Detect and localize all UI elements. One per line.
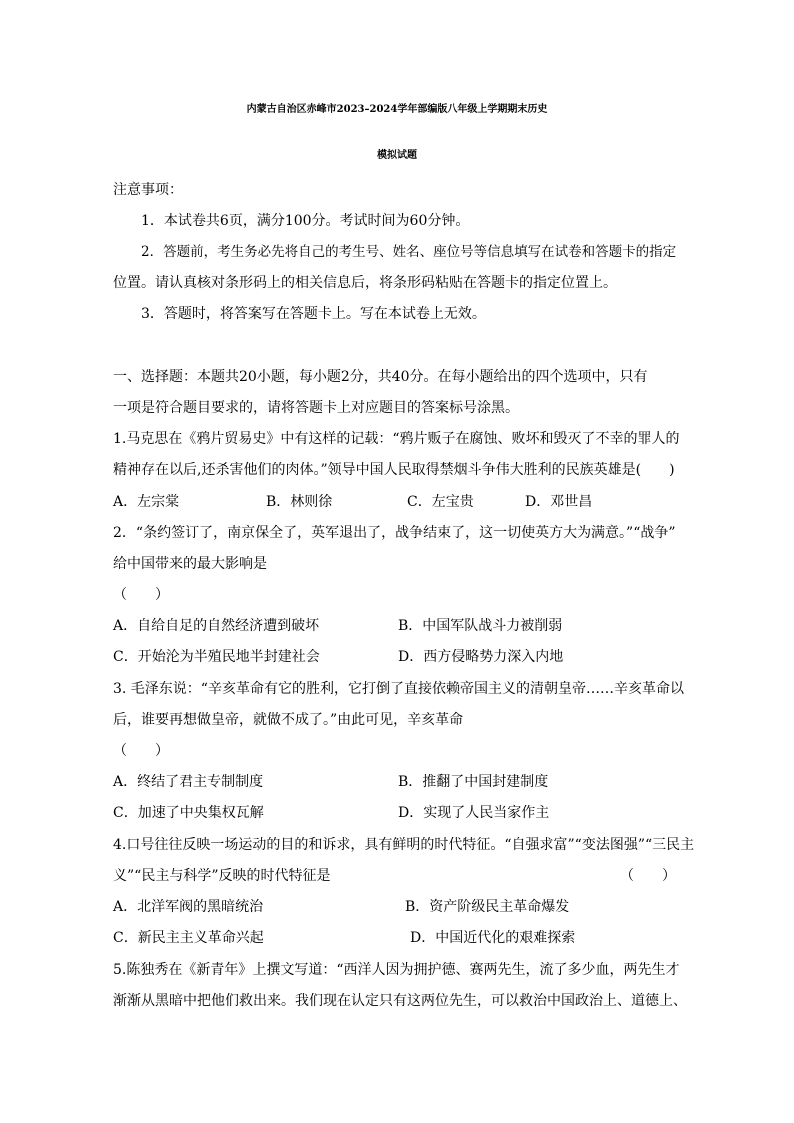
- question-5-text-cont: 渐渐从黑暗中把他们救出来。我们现在认定只有这两位先生，可以救治中国政治上、道德上、: [113, 993, 687, 1009]
- question-2-option-b: B．中国军队战斗力被削弱: [398, 618, 563, 634]
- question-3-text: 3. 毛泽东说：“辛亥革命有它的胜利，它打倒了直接依赖帝国主义的清朝皇帝……辛亥革命以: [113, 681, 684, 697]
- question-3-option-c: C．加速了中央集权瓦解: [113, 805, 264, 821]
- question-3-option-b: B．推翻了中国封建制度: [398, 774, 549, 790]
- question-4-text: 4.口号往往反映一场运动的目的和诉求，具有鲜明的时代特征。“自强求富”“变法图强”“三民主: [113, 837, 695, 853]
- question-4-text-cont: 义”“民主与科学”反映的时代特征是: [113, 868, 331, 884]
- question-4-option-c: C．新民主主义革命兴起: [113, 930, 264, 946]
- notice-item-2: 2．答题前，考生务必先将自己的考生号、姓名、座位号等信息填写在试卷和答题卡的指定: [141, 244, 677, 260]
- question-2-option-a: A．自给自足的自然经济遭到破坏: [113, 618, 320, 634]
- question-2-text: 2．“条约签订了，南京保全了，英军退出了，战争结束了，这一切使英方大为满意。”“战争”: [113, 525, 676, 541]
- question-1-option-d: D．邓世昌: [525, 494, 593, 510]
- question-3-text-cont: 后，谁要再想做皇帝，就做不成了。”由此可见，辛亥革命: [113, 712, 464, 728]
- question-4-option-a: A．北洋军阀的黑暗统治: [113, 899, 264, 915]
- notice-item-1: 1．本试卷共6页，满分100分。考试时间为60分钟。: [141, 213, 470, 229]
- question-2-option-d: D．西方侵略势力深入内地: [398, 649, 564, 665]
- question-1-option-b: B．林则徐: [266, 494, 333, 510]
- question-1-text-cont: 精神存在以后,还杀害他们的肉体。”领导中国人民取得禁烟斗争伟大胜利的民族英雄是( ): [113, 462, 675, 478]
- question-2-option-c: C．开始沦为半殖民地半封建社会: [113, 649, 320, 665]
- question-5-text: 5.陈独秀在《新青年》上撰文写道：“西洋人因为拥护德、赛两先生，流了多少血，两先生才: [113, 962, 680, 978]
- question-4-answer-paren: （ ）: [620, 868, 676, 884]
- question-1-option-a: A．左宗棠: [113, 494, 180, 510]
- question-3-answer-paren: （ ）: [113, 743, 169, 759]
- page-title-line1: 内蒙古自治区赤峰市2023–2024学年部编版八年级上学期期末历史: [246, 104, 548, 115]
- question-3-option-a: A．终结了君主专制制度: [113, 774, 264, 790]
- question-2-answer-paren: （ ）: [113, 587, 169, 603]
- section-heading: 一、选择题：本题共20小题，每小题2分，共40分。在每小题给出的四个选项中，只有: [113, 369, 648, 385]
- question-1-option-c: C．左宝贵: [407, 494, 474, 510]
- question-3-option-d: D．实现了人民当家作主: [398, 805, 550, 821]
- question-4-option-d: D．中国近代化的艰难探索: [410, 930, 576, 946]
- question-1-text: 1.马克思在《鸦片贸易史》中有这样的记载：“鸦片贩子在腐蚀、败坏和毁灭了不幸的罪人的: [113, 431, 680, 447]
- notice-item-3: 3．答题时，将答案写在答题卡上。写在本试卷上无效。: [141, 306, 486, 322]
- question-2-text-cont: 给中国带来的最大影响是: [113, 556, 267, 572]
- notice-item-2-cont: 位置。请认真核对条形码上的相关信息后，将条形码粘贴在答题卡的指定位置上。: [113, 275, 617, 291]
- question-4-option-b: B．资产阶级民主革命爆发: [405, 899, 570, 915]
- notice-heading: 注意事项：: [113, 182, 183, 198]
- page-title-line2: 模拟试题: [377, 150, 417, 161]
- section-heading-cont: 一项是符合题目要求的，请将答题卡上对应题目的答案标号涂黑。: [113, 400, 519, 416]
